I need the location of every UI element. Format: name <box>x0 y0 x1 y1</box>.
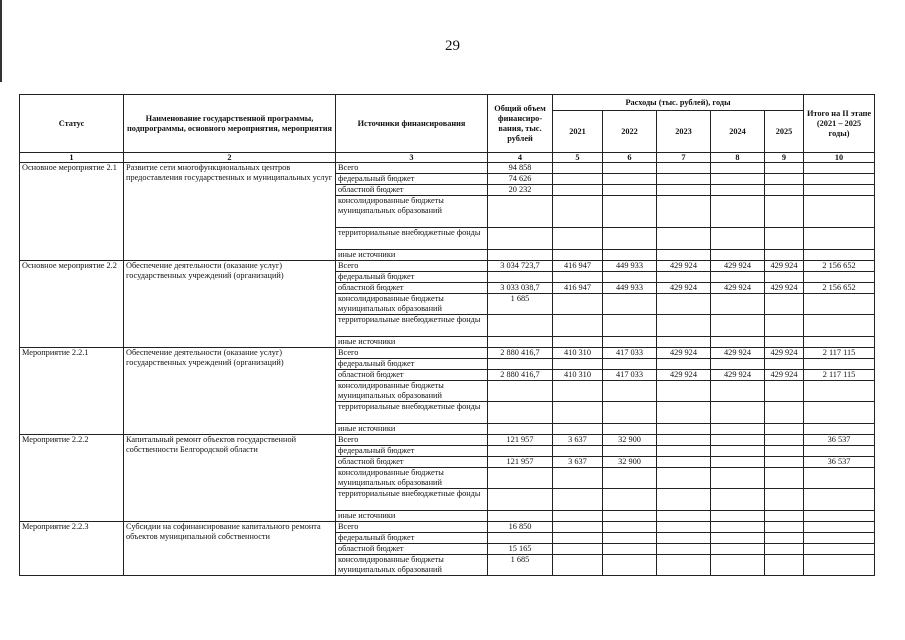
row-source: Всего <box>336 435 488 446</box>
cell-y2024 <box>711 315 765 337</box>
header-year: 2025 <box>765 111 804 153</box>
cell-itog <box>804 294 875 315</box>
cell-y2024 <box>711 294 765 315</box>
row-measure-name: Обеспечение деятельности (оказание услуг) государственных учреждений (организаций) <box>124 261 336 348</box>
financing-table <box>19 94 875 576</box>
row-status: Мероприятие 2.2.3 <box>20 522 124 576</box>
col-number: 1 <box>20 153 124 163</box>
cell-y2022 <box>603 533 657 544</box>
cell-total: 94 858 <box>488 163 553 174</box>
row-measure-name: Обеспечение деятельности (оказание услуг) государственных учреждений (организаций) <box>124 348 336 435</box>
col-number: 3 <box>336 153 488 163</box>
cell-y2022 <box>603 337 657 348</box>
cell-y2022: 417 033 <box>603 370 657 381</box>
row-source: территориальные внебюджетные фонды <box>336 228 488 250</box>
cell-itog <box>804 468 875 489</box>
cell-y2022: 449 933 <box>603 283 657 294</box>
header-year: 2022 <box>603 111 657 153</box>
table-row <box>20 348 875 359</box>
cell-y2021 <box>553 446 603 457</box>
cell-y2022 <box>603 185 657 196</box>
cell-itog: 2 117 115 <box>804 348 875 359</box>
cell-y2025 <box>765 228 804 250</box>
row-source: территориальные внебюджетные фонды <box>336 315 488 337</box>
cell-y2021 <box>553 522 603 533</box>
cell-y2022 <box>603 489 657 511</box>
col-number: 4 <box>488 153 553 163</box>
cell-y2024 <box>711 511 765 522</box>
row-source: областной бюджет <box>336 370 488 381</box>
cell-itog <box>804 185 875 196</box>
cell-y2025 <box>765 435 804 446</box>
row-source: Всего <box>336 522 488 533</box>
cell-y2021 <box>553 359 603 370</box>
cell-y2021 <box>553 337 603 348</box>
row-source: областной бюджет <box>336 544 488 555</box>
cell-itog <box>804 489 875 511</box>
cell-y2024 <box>711 250 765 261</box>
cell-total <box>488 272 553 283</box>
cell-y2024 <box>711 228 765 250</box>
cell-y2021: 416 947 <box>553 261 603 272</box>
row-measure-name: Субсидии на софинансирование капитального ремонта объектов муниципальной собственности <box>124 522 336 576</box>
cell-y2022: 32 900 <box>603 457 657 468</box>
cell-total: 121 957 <box>488 435 553 446</box>
cell-y2023: 429 924 <box>657 261 711 272</box>
cell-y2022: 449 933 <box>603 261 657 272</box>
cell-y2025 <box>765 381 804 402</box>
cell-total <box>488 315 553 337</box>
table-row <box>20 522 875 533</box>
cell-y2025 <box>765 250 804 261</box>
cell-y2023: 429 924 <box>657 370 711 381</box>
cell-itog: 2 156 652 <box>804 261 875 272</box>
row-measure-name: Развитие сети многофункциональных центров предоставления государственных и муниципальных услуг <box>124 163 336 261</box>
cell-y2023 <box>657 174 711 185</box>
cell-y2024 <box>711 544 765 555</box>
cell-y2023 <box>657 196 711 228</box>
header-name: Наименование государственной программы, подпрограммы, основного мероприятия, мероприятия <box>124 95 336 153</box>
cell-y2021 <box>553 555 603 576</box>
cell-y2024 <box>711 489 765 511</box>
row-source: иные источники <box>336 250 488 261</box>
cell-itog <box>804 533 875 544</box>
cell-total <box>488 446 553 457</box>
cell-y2025 <box>765 489 804 511</box>
cell-y2021: 410 310 <box>553 370 603 381</box>
cell-itog <box>804 424 875 435</box>
cell-y2022 <box>603 250 657 261</box>
cell-y2022 <box>603 174 657 185</box>
cell-y2022 <box>603 446 657 457</box>
cell-y2021: 416 947 <box>553 283 603 294</box>
cell-itog <box>804 337 875 348</box>
col-number: 8 <box>711 153 765 163</box>
row-source: консолидированные бюджеты муниципальных образований <box>336 381 488 402</box>
cell-y2024 <box>711 337 765 348</box>
cell-itog <box>804 315 875 337</box>
cell-y2022 <box>603 381 657 402</box>
cell-y2024: 429 924 <box>711 283 765 294</box>
row-source: территориальные внебюджетные фонды <box>336 489 488 511</box>
cell-y2022: 417 033 <box>603 348 657 359</box>
cell-y2025 <box>765 544 804 555</box>
cell-total <box>488 402 553 424</box>
page-number: 29 <box>445 38 460 54</box>
row-source: федеральный бюджет <box>336 272 488 283</box>
cell-y2022 <box>603 544 657 555</box>
cell-y2023 <box>657 489 711 511</box>
cell-total: 16 850 <box>488 522 553 533</box>
cell-y2024: 429 924 <box>711 348 765 359</box>
header-total: Общий объем финансиро-вания, тыс. рублей <box>488 95 553 153</box>
cell-y2023 <box>657 163 711 174</box>
cell-itog <box>804 511 875 522</box>
cell-y2023: 429 924 <box>657 283 711 294</box>
cell-y2022 <box>603 555 657 576</box>
cell-y2023 <box>657 337 711 348</box>
cell-y2022 <box>603 468 657 489</box>
cell-y2021 <box>553 196 603 228</box>
cell-y2021 <box>553 381 603 402</box>
cell-y2021 <box>553 163 603 174</box>
row-source: иные источники <box>336 337 488 348</box>
cell-y2025 <box>765 457 804 468</box>
cell-y2023 <box>657 294 711 315</box>
cell-total: 15 165 <box>488 544 553 555</box>
cell-itog: 36 537 <box>804 435 875 446</box>
cell-y2023 <box>657 555 711 576</box>
cell-y2022 <box>603 228 657 250</box>
cell-total: 3 033 038,7 <box>488 283 553 294</box>
header-sources: Источники финансирования <box>336 95 488 153</box>
cell-y2022 <box>603 522 657 533</box>
cell-y2021 <box>553 489 603 511</box>
row-source: Всего <box>336 163 488 174</box>
cell-y2025 <box>765 272 804 283</box>
cell-y2025 <box>765 359 804 370</box>
cell-y2023 <box>657 435 711 446</box>
cell-y2022 <box>603 315 657 337</box>
cell-y2022 <box>603 402 657 424</box>
cell-itog: 36 537 <box>804 457 875 468</box>
row-source: Всего <box>336 261 488 272</box>
cell-y2022 <box>603 424 657 435</box>
header-year: 2024 <box>711 111 765 153</box>
cell-y2021: 410 310 <box>553 348 603 359</box>
col-number: 7 <box>657 153 711 163</box>
cell-y2024: 429 924 <box>711 370 765 381</box>
row-source: территориальные внебюджетные фонды <box>336 402 488 424</box>
cell-total <box>488 381 553 402</box>
cell-y2023 <box>657 446 711 457</box>
cell-y2023 <box>657 359 711 370</box>
cell-y2021 <box>553 468 603 489</box>
cell-itog <box>804 555 875 576</box>
row-source: консолидированные бюджеты муниципальных образований <box>336 294 488 315</box>
cell-total <box>488 228 553 250</box>
cell-y2024 <box>711 185 765 196</box>
cell-itog: 2 117 115 <box>804 370 875 381</box>
cell-total <box>488 489 553 511</box>
cell-itog <box>804 359 875 370</box>
cell-itog <box>804 228 875 250</box>
cell-itog <box>804 174 875 185</box>
cell-y2025 <box>765 402 804 424</box>
cell-y2021 <box>553 424 603 435</box>
header-status: Статус <box>20 95 124 153</box>
cell-total: 20 232 <box>488 185 553 196</box>
row-source: федеральный бюджет <box>336 533 488 544</box>
cell-y2023 <box>657 272 711 283</box>
cell-y2021 <box>553 511 603 522</box>
cell-total: 121 957 <box>488 457 553 468</box>
cell-itog <box>804 163 875 174</box>
cell-itog <box>804 272 875 283</box>
col-number: 6 <box>603 153 657 163</box>
cell-total: 1 685 <box>488 555 553 576</box>
cell-y2025 <box>765 424 804 435</box>
row-source: иные источники <box>336 511 488 522</box>
cell-y2021: 3 637 <box>553 457 603 468</box>
row-source: консолидированные бюджеты муниципальных образований <box>336 196 488 228</box>
cell-y2025 <box>765 468 804 489</box>
cell-total <box>488 424 553 435</box>
cell-itog <box>804 446 875 457</box>
cell-y2025 <box>765 163 804 174</box>
cell-total <box>488 196 553 228</box>
cell-y2025: 429 924 <box>765 348 804 359</box>
cell-y2024 <box>711 424 765 435</box>
cell-y2021 <box>553 315 603 337</box>
row-measure-name: Капитальный ремонт объектов государственной собственности Белгородской области <box>124 435 336 522</box>
cell-total <box>488 250 553 261</box>
cell-itog <box>804 250 875 261</box>
cell-y2023 <box>657 468 711 489</box>
row-source: областной бюджет <box>336 457 488 468</box>
cell-y2025 <box>765 337 804 348</box>
row-source: федеральный бюджет <box>336 174 488 185</box>
col-number: 9 <box>765 153 804 163</box>
cell-y2024 <box>711 272 765 283</box>
row-source: консолидированные бюджеты муниципальных образований <box>336 468 488 489</box>
cell-y2023 <box>657 315 711 337</box>
cell-y2023 <box>657 250 711 261</box>
cell-y2021 <box>553 533 603 544</box>
cell-y2024 <box>711 446 765 457</box>
cell-y2022 <box>603 511 657 522</box>
header-year: 2023 <box>657 111 711 153</box>
cell-total <box>488 511 553 522</box>
cell-y2024: 429 924 <box>711 261 765 272</box>
row-source: областной бюджет <box>336 185 488 196</box>
cell-y2024 <box>711 435 765 446</box>
row-status: Основное мероприятие 2.2 <box>20 261 124 348</box>
cell-y2024 <box>711 533 765 544</box>
table-row <box>20 163 875 174</box>
cell-y2025 <box>765 446 804 457</box>
header-year: 2021 <box>553 111 603 153</box>
cell-y2023 <box>657 544 711 555</box>
cell-itog: 2 156 652 <box>804 283 875 294</box>
cell-y2022 <box>603 359 657 370</box>
cell-y2023 <box>657 457 711 468</box>
cell-y2024 <box>711 522 765 533</box>
row-source: федеральный бюджет <box>336 359 488 370</box>
row-source: иные источники <box>336 424 488 435</box>
cell-y2025 <box>765 511 804 522</box>
row-source: федеральный бюджет <box>336 446 488 457</box>
cell-y2024 <box>711 359 765 370</box>
cell-y2023 <box>657 185 711 196</box>
cell-total <box>488 468 553 489</box>
cell-y2024 <box>711 468 765 489</box>
col-number: 2 <box>124 153 336 163</box>
cell-y2023 <box>657 522 711 533</box>
cell-y2023 <box>657 533 711 544</box>
cell-y2024 <box>711 381 765 402</box>
cell-y2023 <box>657 402 711 424</box>
header-itog: Итого на II этапе (2021 – 2025 годы) <box>804 95 875 153</box>
cell-y2025 <box>765 522 804 533</box>
cell-total: 74 626 <box>488 174 553 185</box>
cell-y2021 <box>553 228 603 250</box>
col-number: 5 <box>553 153 603 163</box>
cell-y2025 <box>765 174 804 185</box>
cell-y2021 <box>553 544 603 555</box>
cell-y2021 <box>553 272 603 283</box>
cell-y2025 <box>765 196 804 228</box>
cell-itog <box>804 544 875 555</box>
col-number: 10 <box>804 153 875 163</box>
cell-y2023 <box>657 424 711 435</box>
cell-total: 2 880 416,7 <box>488 370 553 381</box>
cell-y2025 <box>765 315 804 337</box>
cell-y2023 <box>657 381 711 402</box>
header-expenses: Расходы (тыс. рублей), годы <box>553 95 804 111</box>
cell-y2025: 429 924 <box>765 370 804 381</box>
cell-y2024 <box>711 174 765 185</box>
cell-y2025 <box>765 185 804 196</box>
cell-y2023 <box>657 511 711 522</box>
cell-y2021: 3 637 <box>553 435 603 446</box>
cell-y2021 <box>553 402 603 424</box>
row-source: областной бюджет <box>336 283 488 294</box>
cell-total <box>488 533 553 544</box>
cell-itog <box>804 402 875 424</box>
cell-y2024 <box>711 402 765 424</box>
cell-y2022 <box>603 196 657 228</box>
cell-y2024 <box>711 457 765 468</box>
cell-y2022 <box>603 294 657 315</box>
row-status: Основное мероприятие 2.1 <box>20 163 124 261</box>
cell-y2021 <box>553 185 603 196</box>
cell-y2024 <box>711 163 765 174</box>
cell-y2025 <box>765 294 804 315</box>
cell-total <box>488 359 553 370</box>
row-source: консолидированные бюджеты муниципальных образований <box>336 555 488 576</box>
cell-y2021 <box>553 294 603 315</box>
table-row <box>20 261 875 272</box>
cell-total <box>488 337 553 348</box>
cell-y2025: 429 924 <box>765 283 804 294</box>
cell-y2023 <box>657 228 711 250</box>
cell-itog <box>804 522 875 533</box>
cell-total: 3 034 723,7 <box>488 261 553 272</box>
cell-y2022 <box>603 163 657 174</box>
cell-y2022 <box>603 272 657 283</box>
cell-itog <box>804 381 875 402</box>
row-source: Всего <box>336 348 488 359</box>
row-status: Мероприятие 2.2.1 <box>20 348 124 435</box>
cell-y2022: 32 900 <box>603 435 657 446</box>
cell-y2024 <box>711 555 765 576</box>
column-number-row <box>20 153 875 163</box>
cell-y2021 <box>553 174 603 185</box>
cell-total: 1 685 <box>488 294 553 315</box>
cell-itog <box>804 196 875 228</box>
cell-y2025 <box>765 555 804 576</box>
cell-y2025: 429 924 <box>765 261 804 272</box>
table-row <box>20 435 875 446</box>
row-status: Мероприятие 2.2.2 <box>20 435 124 522</box>
cell-total: 2 880 416,7 <box>488 348 553 359</box>
cell-y2023: 429 924 <box>657 348 711 359</box>
cell-y2025 <box>765 533 804 544</box>
cell-y2024 <box>711 196 765 228</box>
table-body <box>20 153 875 576</box>
cell-y2021 <box>553 250 603 261</box>
